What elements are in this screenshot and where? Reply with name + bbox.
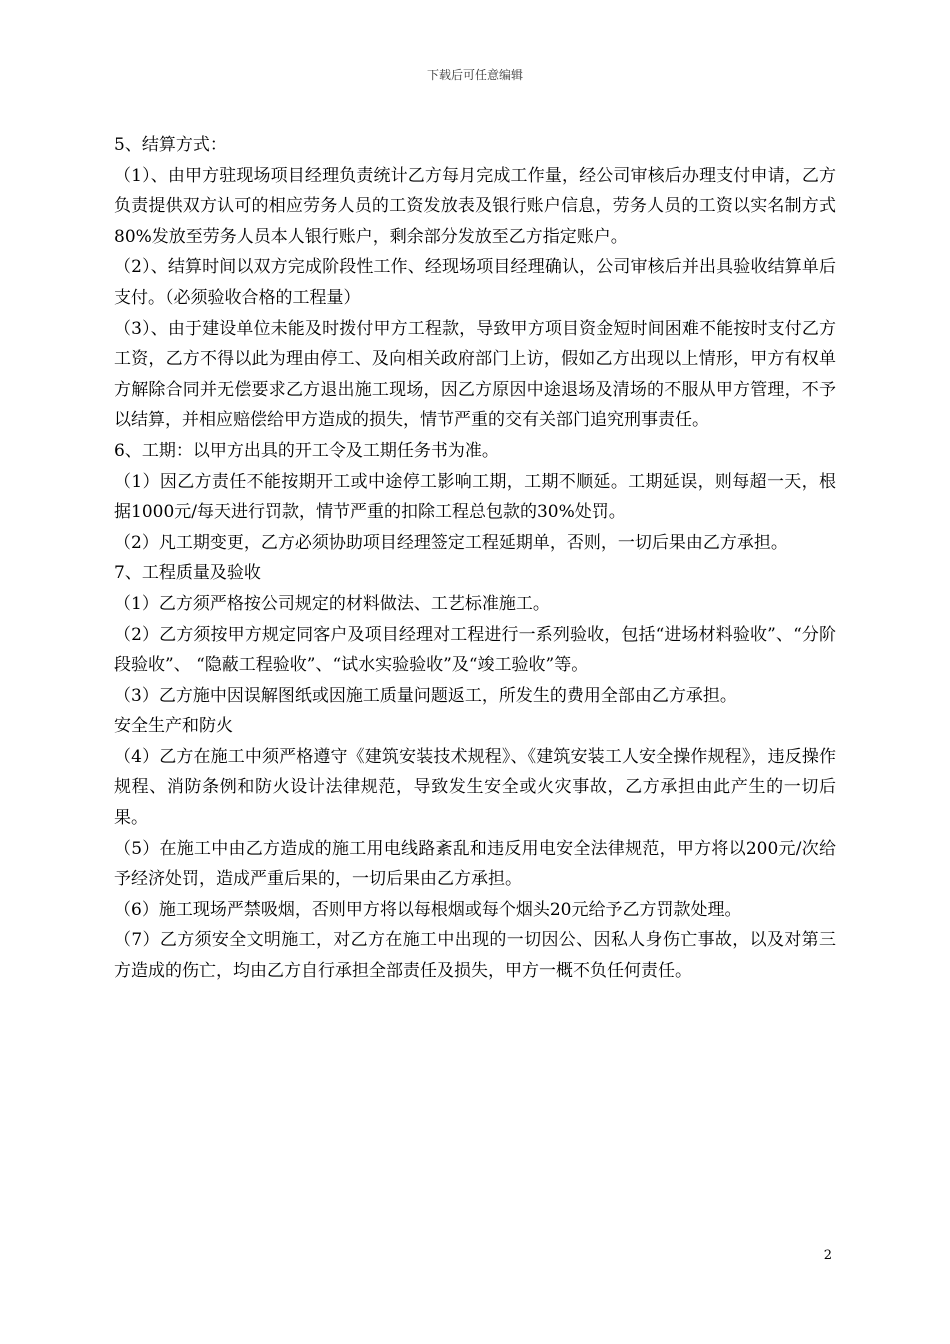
- paragraph: （1）因乙方责任不能按期开工或中途停工影响工期，工期不顺延。工期延误，则每超一天，根据1000元/每天进行罚款，情节严重的扣除工程总包款的30%处罚。: [114, 471, 836, 523]
- paragraph: （6）施工现场严禁吸烟，否则甲方将以每根烟或每个烟头20元给予乙方罚款处理。: [114, 899, 742, 920]
- paragraph: （2）乙方须按甲方规定同客户及项目经理对工程进行一系列验收，包括“进场材料验收”、“分阶段验收”、 “隐蔽工程验收”、“试水实验验收”及“竣工验收”等。: [114, 624, 836, 676]
- section-heading-quality: 7、工程质量及验收: [114, 563, 261, 584]
- page-header: 下载后可任意编辑: [426, 68, 523, 82]
- paragraph: （2）、结算时间以双方完成阶段性工作、经现场项目经理确认，公司审核后并出具验收结算单后支付。（必须验收合格的工程量）: [114, 257, 836, 308]
- paragraph: （3）、由于建设单位未能及时拨付甲方工程款，导致甲方项目资金短时间困难不能按时支付乙方工资，乙方不得以此为理由停工、及向相关政府部门上访，假如乙方出现以上情形，甲方有权单方解除合同并无偿要求乙方退出施工现场，因乙方原因中途退场及清场的不服从甲方管理，不予以结算，并相应赔偿给甲方造成的损失，情节严重的交有关部门追究刑事责任。: [114, 318, 836, 431]
- section-heading-settlement: 5、结算方式：: [114, 135, 227, 155]
- paragraph: （1）乙方须严格按公司规定的材料做法、工艺标准施工。: [114, 593, 550, 614]
- section-heading-safety: 安全生产和防火: [114, 716, 233, 737]
- paragraph: （1）、由甲方驻现场项目经理负责统计乙方每月完成工作量，经公司审核后办理支付申请，乙方负责提供双方认可的相应劳务人员的工资发放表及银行账户信息，劳务人员的工资以实名制方式80%发放至劳务人员本人银行账户，剩余部分发放至乙方指定账户。: [114, 165, 836, 247]
- page-number: 2: [823, 1248, 832, 1263]
- document-body: [114, 130, 836, 987]
- paragraph: （3）乙方施中因误解图纸或因施工质量问题返工，所发生的费用全部由乙方承担。: [114, 685, 737, 706]
- paragraph: （7）乙方须安全文明施工，对乙方在施工中出现的一切因公、因私人身伤亡事故，以及对第三方造成的伤亡，均由乙方自行承担全部责任及损失，甲方一概不负任何责任。: [114, 930, 836, 982]
- paragraph: （5）在施工中由乙方造成的施工用电线路紊乱和违反用电安全法律规范，甲方将以200元/次给予经济处罚，造成严重后果的，一切后果由乙方承担。: [114, 838, 836, 890]
- paragraph: （2）凡工期变更，乙方必须协助项目经理签定工程延期单，否则，一切后果由乙方承担。: [114, 532, 788, 553]
- paragraph: （4）乙方在施工中须严格遵守《建筑安装技术规程》、《建筑安装工人安全操作规程》，违反操作规程、消防条例和防火设计法律规范，导致发生安全或火灾事故，乙方承担由此产生的一切后果。: [114, 746, 836, 829]
- section-heading-schedule: 6、工期：以甲方出具的开工令及工期任务书为准。: [114, 440, 499, 461]
